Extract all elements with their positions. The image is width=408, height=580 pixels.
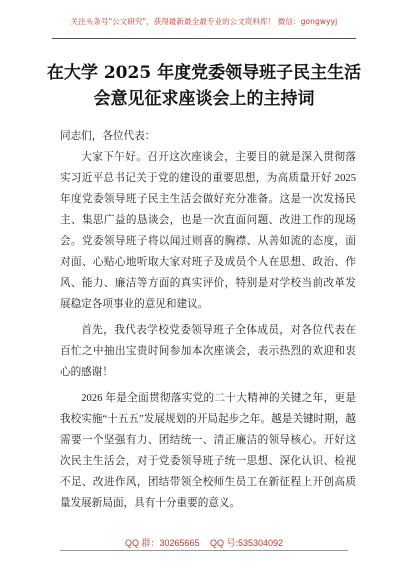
paragraph-1: 大家下午好。召开这次座谈会，主要目的就是深入贯彻落实习近平总书记关于党的建设的重要思想，为高质量开好 2025 年度党委领导班子民主生活会做好充分准备。这是一次发扬民主、集思广益的恳谈会，也是一次直面问题、改进工作的现场会。党委领导班子将以闻过则喜的胸襟、从善如流的态度，面对面、心贴心地听取大家对班子及成员个人在思想、政治、作风、能力、廉洁等方面的真实评价，特别是对学校当前改革发展稳定各项事业的意见和建议。 [60, 152, 356, 310]
footer-qq-group: QQ 群：30265665 [124, 538, 200, 548]
footer-qq-number: QQ 号:535304092 [210, 538, 284, 548]
footer-divider [60, 550, 348, 551]
header-promo-note: 关注头条号"公文研究"，获得最新最全最专业的公文资料库！ 微信：gongwyyj [70, 17, 338, 26]
paragraph-2: 首先，我代表学校党委领导班子全体成员，对各位代表在百忙之中抽出宝贵时间参加本次座谈会，表示热烈的欢迎和衷心的感谢！ [60, 325, 356, 378]
document-body [60, 126, 356, 514]
header-divider [52, 38, 356, 39]
paragraph-3: 2026 年是全面贯彻落实党的二十大精神的关键之年，更是我校实施“十五五”发展规划的开局起步之年。越是关键时期，越需要一个坚强有力、团结统一、清正廉洁的领导核心。开好这次民主生活会，对于党委领导班子统一思想、深化认识、检视不足、改进作风，团结带领全校师生员工在新征程上开创高质量发展新局面，具有十分重要的意义。 [60, 393, 356, 509]
greeting: 同志们，各位代表： [60, 131, 156, 142]
footer-contact [0, 536, 408, 549]
document-title [40, 60, 368, 112]
title-line-2: 会意见征求座谈会上的主持词 [93, 89, 315, 109]
title-line-1: 在大学 2025 年度党委领导班子民主生活 [46, 63, 362, 83]
